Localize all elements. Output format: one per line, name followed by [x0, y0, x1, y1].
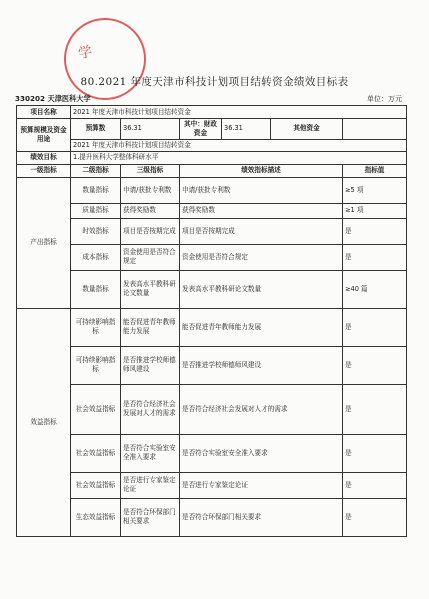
level2-cell: 成本指标: [71, 244, 121, 270]
output-indicators-label: 产出指标: [17, 177, 71, 308]
level2-cell: 数量指标: [71, 270, 121, 308]
value-cell: 是: [343, 346, 407, 384]
budget-num: 36.31: [121, 119, 180, 140]
description-cell: 资金使用是否符合规定: [180, 244, 343, 270]
description-cell: 是否符合经济社会发展对人才的需求: [180, 384, 343, 434]
fiscal-funds-value: 36.31: [222, 119, 271, 140]
header-description: 绩效指标描述: [180, 164, 343, 177]
level3-cell: 能否促进青年教师能力发展: [121, 308, 180, 346]
level3-cell: 资金使用是否符合规定: [121, 244, 180, 270]
level2-cell: 社会效益指标: [71, 384, 121, 434]
value-cell: ≥40 篇: [343, 270, 407, 308]
table-row: [17, 472, 407, 498]
table-row: [17, 244, 407, 270]
value-cell: 是: [343, 244, 407, 270]
level2-cell: 可持续影响指标: [71, 346, 121, 384]
value-cell: 是: [343, 218, 407, 244]
level2-cell: 社会效益指标: [71, 472, 121, 498]
seal-text: 学: [76, 43, 96, 63]
fiscal-funds-label: 其中：财政资金: [180, 119, 222, 140]
level2-cell: 质量指标: [71, 203, 121, 218]
value-cell: ≥1 项: [343, 203, 407, 218]
description-cell: 是否符合实验室安全准入要求: [180, 434, 343, 472]
value-cell: 是: [343, 498, 407, 536]
value-cell: ≥5 项: [343, 177, 407, 203]
currency-unit: 单位：万元: [367, 95, 402, 103]
description-cell: 能否促进青年教师能力发展: [180, 308, 343, 346]
table-row: [17, 218, 407, 244]
description-cell: 申请/获批专利数: [180, 177, 343, 203]
table-row: [17, 346, 407, 384]
table-row: [17, 203, 407, 218]
other-funds-label: 其他资金: [271, 119, 343, 140]
level2-cell: 数量指标: [71, 177, 121, 203]
other-funds-value: [343, 119, 407, 140]
benefit-indicators-label: 效益指标: [17, 308, 71, 536]
description-cell: 是否符合环保部门相关要求: [180, 498, 343, 536]
level3-cell: 项目是否按期完成: [121, 218, 180, 244]
table-row: [17, 270, 407, 308]
performance-table: [16, 105, 407, 537]
table-row: [17, 384, 407, 434]
header-level1: 一级指标: [17, 164, 71, 177]
level3-cell: 是否符合环保部门相关要求: [121, 498, 180, 536]
description-cell: 获得奖励数: [180, 203, 343, 218]
funds-usage: 2021 年度天津市科技计划项目结转资金: [71, 139, 407, 151]
goal-label: 绩效目标: [17, 151, 71, 164]
table-row: [17, 308, 407, 346]
description-cell: 是否推进学校师德师风建设: [180, 346, 343, 384]
page-title: 80.2021 年度天津市科技计划项目结转资金绩效目标表: [80, 76, 349, 88]
project-name-label: 项目名称: [17, 106, 71, 119]
header-value: 指标值: [343, 164, 407, 177]
value-cell: 是: [343, 384, 407, 434]
table-row: [17, 434, 407, 472]
table-row: [17, 498, 407, 536]
project-name-value: 2021 年度天津市科技计划项目结转资金: [71, 106, 407, 119]
description-cell: 发表高水平教科研论文数量: [180, 270, 343, 308]
header-level2: 二级指标: [71, 164, 121, 177]
level3-cell: 发表高水平教科研论文数量: [121, 270, 180, 308]
unit-code: 330202 天津医科大学: [15, 94, 91, 103]
level2-cell: 社会效益指标: [71, 434, 121, 472]
value-cell: 是: [343, 434, 407, 472]
level3-cell: 申请/获批专利数: [121, 177, 180, 203]
level3-cell: 是否符合经济社会发展对人才的需求: [121, 384, 180, 434]
level3-cell: 是否符合实验室安全准入要求: [121, 434, 180, 472]
value-cell: 是: [343, 308, 407, 346]
level3-cell: 获得奖励数: [121, 203, 180, 218]
level3-cell: 是否推进学校师德师风建设: [121, 346, 180, 384]
level2-cell: 生态效益指标: [71, 498, 121, 536]
budget-num-label: 预算数: [71, 119, 121, 140]
description-cell: 是否进行专家鉴定论证: [180, 472, 343, 498]
table-row: [17, 177, 407, 203]
header-level3: 三级指标: [121, 164, 180, 177]
value-cell: 是: [343, 472, 407, 498]
level3-cell: 是否进行专家鉴定论证: [121, 472, 180, 498]
goal-value: 1.提升医科大学整体科研水平: [71, 151, 407, 164]
level2-cell: 可持续影响指标: [71, 308, 121, 346]
budget-label: 预算规模及资金用途: [17, 119, 71, 152]
description-cell: 项目是否按期完成: [180, 218, 343, 244]
level2-cell: 时效指标: [71, 218, 121, 244]
